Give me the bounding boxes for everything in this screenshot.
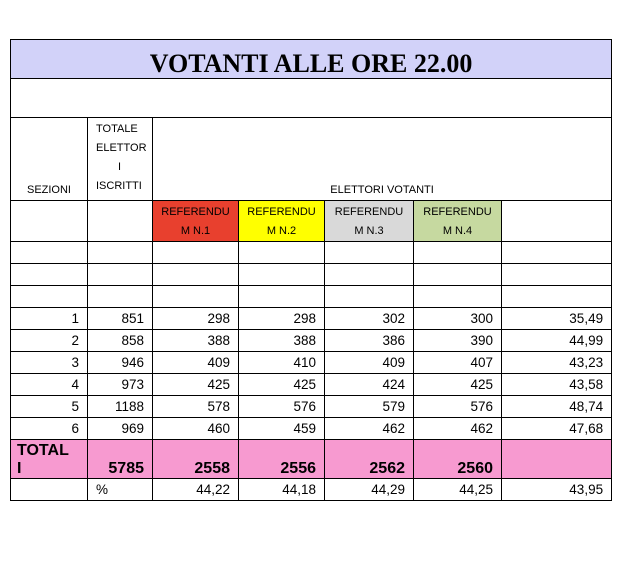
cell-sezione: 3 <box>11 352 88 374</box>
sheet-title: VOTANTI ALLE ORE 22.00 <box>11 40 612 79</box>
cell-sezione: 5 <box>11 396 88 418</box>
cell-ref2: 576 <box>239 396 325 418</box>
referendum-1-header <box>153 201 239 242</box>
cell-ref3: 409 <box>325 352 414 374</box>
table-row <box>11 330 612 352</box>
percent-row <box>11 479 612 501</box>
cell-ref4: 300 <box>414 308 502 330</box>
referendum-4-line1: REFERENDU <box>423 206 492 218</box>
empty-row <box>11 242 612 264</box>
cell-iscritti: 969 <box>88 418 153 440</box>
cell-iscritti: 946 <box>88 352 153 374</box>
total-row <box>11 440 612 479</box>
header-sezioni: SEZIONI <box>11 118 88 201</box>
ref-blank-cell <box>11 201 88 242</box>
referendum-3-line1: REFERENDU <box>334 206 404 218</box>
referendum-4-line2: M N.4 <box>442 225 473 237</box>
cell-sezione: 1 <box>11 308 88 330</box>
total-percent <box>502 440 612 479</box>
referendum-2-line2: M N.2 <box>266 225 297 237</box>
header-totale-line: ISCRITTI <box>96 180 142 192</box>
table-row <box>11 396 612 418</box>
cell-ref4: 425 <box>414 374 502 396</box>
referendum-2-header <box>239 201 325 242</box>
table-row <box>11 374 612 396</box>
empty-row <box>11 286 612 308</box>
cell-iscritti: 1188 <box>88 396 153 418</box>
cell-ref1: 425 <box>153 374 239 396</box>
percent-blank <box>11 479 88 501</box>
results-table <box>10 39 612 501</box>
cell-percent: 48,74 <box>502 396 612 418</box>
header-totale-iscritti <box>88 118 153 201</box>
total-ref4: 2560 <box>414 440 502 479</box>
cell-ref2: 388 <box>239 330 325 352</box>
cell-ref2: 425 <box>239 374 325 396</box>
cell-ref3: 579 <box>325 396 414 418</box>
cell-ref4: 576 <box>414 396 502 418</box>
percent-ref4: 44,25 <box>414 479 502 501</box>
cell-ref1: 460 <box>153 418 239 440</box>
total-label-line1: TOTAL <box>17 442 69 459</box>
results-sheet <box>10 39 611 501</box>
cell-percent: 43,23 <box>502 352 612 374</box>
total-ref3: 2562 <box>325 440 414 479</box>
cell-ref2: 410 <box>239 352 325 374</box>
cell-percent: 35,49 <box>502 308 612 330</box>
cell-percent: 43,58 <box>502 374 612 396</box>
referendum-3-header <box>325 201 414 242</box>
cell-ref1: 388 <box>153 330 239 352</box>
percent-overall: 43,95 <box>502 479 612 501</box>
total-iscritti: 5785 <box>88 440 153 479</box>
table-row <box>11 308 612 330</box>
header-elettori-votanti: ELETTORI VOTANTI <box>153 118 612 201</box>
percent-label: % <box>88 479 153 501</box>
percent-ref1: 44,22 <box>153 479 239 501</box>
cell-ref3: 462 <box>325 418 414 440</box>
cell-ref3: 302 <box>325 308 414 330</box>
cell-ref4: 407 <box>414 352 502 374</box>
referendum-1-line2: M N.1 <box>180 225 211 237</box>
cell-ref3: 424 <box>325 374 414 396</box>
cell-sezione: 4 <box>11 374 88 396</box>
header-totale-line: I <box>118 161 122 173</box>
total-ref2: 2556 <box>239 440 325 479</box>
cell-percent: 44,99 <box>502 330 612 352</box>
total-label <box>11 440 88 479</box>
cell-ref1: 578 <box>153 396 239 418</box>
ref-blank-cell <box>88 201 153 242</box>
cell-ref4: 462 <box>414 418 502 440</box>
empty-row <box>11 264 612 286</box>
blank-row <box>11 79 612 118</box>
total-ref1: 2558 <box>153 440 239 479</box>
percent-ref3: 44,29 <box>325 479 414 501</box>
total-label-line2: I <box>17 460 22 477</box>
header-totale-line: ELETTOR <box>96 142 147 154</box>
cell-iscritti: 973 <box>88 374 153 396</box>
cell-ref2: 298 <box>239 308 325 330</box>
header-totale-line: TOTALE <box>96 123 138 135</box>
cell-ref2: 459 <box>239 418 325 440</box>
cell-iscritti: 858 <box>88 330 153 352</box>
referendum-2-line1: REFERENDU <box>247 206 316 218</box>
cell-sezione: 2 <box>11 330 88 352</box>
cell-ref1: 298 <box>153 308 239 330</box>
table-row <box>11 418 612 440</box>
percent-ref2: 44,18 <box>239 479 325 501</box>
cell-ref4: 390 <box>414 330 502 352</box>
table-row <box>11 352 612 374</box>
cell-iscritti: 851 <box>88 308 153 330</box>
cell-ref3: 386 <box>325 330 414 352</box>
cell-percent: 47,68 <box>502 418 612 440</box>
referendum-3-line2: M N.3 <box>354 225 384 237</box>
referendum-1-line1: REFERENDU <box>161 206 230 218</box>
cell-ref1: 409 <box>153 352 239 374</box>
ref-blank-cell <box>502 201 612 242</box>
cell-sezione: 6 <box>11 418 88 440</box>
referendum-4-header <box>414 201 502 242</box>
